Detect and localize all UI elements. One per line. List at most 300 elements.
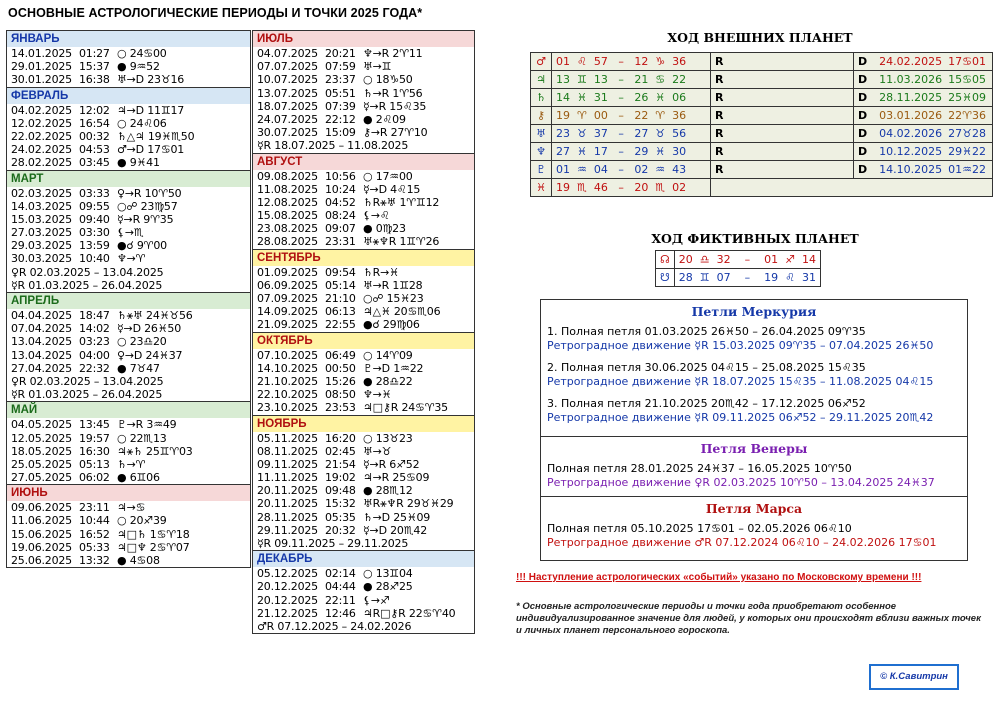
fictive-planet-row [656,251,821,269]
event-aspect: ● 6♊06 [117,471,160,485]
event-date: 07.10.2025 [257,348,318,362]
event-row [253,432,474,445]
month-header: АВГУСТ [253,153,474,170]
direct-cell [854,125,993,143]
event-time: 23:37 [325,73,356,87]
event-row [253,87,474,100]
outer-planet-row [531,125,993,143]
event-date: 25.05.2025 [11,457,72,471]
event-row [7,445,250,458]
event-aspect: ♄→D 25♓09 [363,510,431,524]
event-date: 20.11.2025 [257,484,318,498]
event-row [253,47,474,60]
event-aspect: ♃→D 11♊17 [117,103,185,117]
period-text: ♀R 02.03.2025 – 13.04.2025 [11,265,164,279]
event-date: 22.02.2025 [11,129,72,143]
event-row [253,73,474,86]
event-time: 22:32 [79,361,110,375]
retro-label: R [711,89,854,107]
event-date: 09.08.2025 [257,169,318,183]
period-text: ♀R 02.03.2025 – 13.04.2025 [11,374,164,388]
event-aspect: ⚸→♐ [363,593,390,607]
event-row [7,156,250,169]
event-aspect: ☿→R 15♌35 [363,99,427,113]
event-time: 01:27 [79,47,110,60]
retro-label: R [711,107,854,125]
planet-symbol: ♄ [531,89,552,107]
month-header: СЕНТЯБРЬ [253,249,474,266]
event-row [253,607,474,620]
event-aspect: ☿→R 9♈35 [117,212,174,226]
event-time: 03:33 [79,186,110,200]
period-text: ♂R 07.12.2025 – 24.02.2026 [257,619,412,633]
author-credit: © К.Савитрин [869,664,959,690]
event-date: 07.07.2025 [257,60,318,74]
left-column [6,30,251,568]
retro-label: R [711,125,854,143]
event-aspect: ♃R□⚷R 22♋♈40 [363,606,456,620]
event-date: 18.05.2025 [11,444,72,458]
event-row [7,432,250,445]
event-row [253,388,474,401]
mars-loop-title: Петля Марса [705,501,803,516]
moscow-time-note: !!! Наступление астрологических «событий» указано по Московскому времени !!! [516,572,922,583]
event-row [7,554,250,567]
event-aspect: ♇→R 3♒49 [117,418,177,432]
event-row [7,335,250,348]
event-row [7,187,250,200]
mars-retro: Ретроградное движение ♂R 07.12.2024 06♌10 – 24.02.2026 17♋01 [547,536,937,549]
event-aspect: ○ 17♒00 [363,169,413,183]
month-header: ОКТЯБРЬ [253,332,474,349]
event-date: 05.12.2025 [257,567,318,581]
event-date: 15.03.2025 [11,212,72,226]
event-time: 12:46 [325,606,356,620]
event-aspect: ○ 22♏13 [117,431,167,445]
direct-date: 10.12.2025 [879,145,943,158]
venus-retro: Ретроградное движение ♀R 02.03.2025 10♈50 – 13.04.2025 24♓37 [547,476,935,489]
event-aspect: ● 2♌09 [363,112,406,126]
event-date: 14.10.2025 [257,361,318,375]
event-aspect: ♅→♊ [363,60,392,74]
event-time: 06:49 [325,348,356,362]
event-aspect: ○☍ 23♍57 [117,199,178,213]
event-aspect: ♅⚹♆R 1♊♈26 [363,235,440,249]
event-time: 09:07 [325,222,356,236]
event-row [253,318,474,331]
event-date: 09.11.2025 [257,457,318,471]
event-date: 28.08.2025 [257,235,318,249]
event-time: 05:14 [325,278,356,292]
event-aspect: ○ 14♈09 [363,348,413,362]
mercury-full-loop: 1. Полная петля 01.03.2025 26♓50 – 26.04.2025 09♈35 [547,325,866,338]
event-date: 10.07.2025 [257,73,318,87]
event-row [7,130,250,143]
event-time: 21:10 [325,292,356,305]
direct-position: 01♒22 [948,163,986,176]
event-row [7,60,250,73]
direct-cell [854,71,993,89]
retro-label: R [711,71,854,89]
event-aspect: ♄R→♓ [363,265,399,279]
mercury-retro: Ретроградное движение ☿R 15.03.2025 09♈35 – 07.04.2025 26♓50 [547,339,934,352]
event-aspect: ● 9♒52 [117,60,160,74]
month-header: МАЙ [7,401,250,418]
fictive-planets-table [655,250,821,287]
loops-box [540,299,968,561]
outer-planet-row [531,107,993,125]
event-aspect: ♅→♉ [363,444,392,458]
event-date: 13.04.2025 [11,348,72,362]
event-row [7,458,250,471]
event-time: 20:21 [325,47,356,60]
event-time: 05:33 [79,540,110,554]
event-time: 23:31 [325,235,356,249]
retro-period [253,139,474,152]
event-row [7,213,250,226]
fictive-planets-title: ХОД ФИКТИВНЫХ ПЛАНЕТ [651,231,859,246]
event-date: 21.12.2025 [257,606,318,620]
event-aspect: ♄⚹♅ 24♓♉56 [117,309,193,322]
event-row [7,349,250,362]
event-date: 14.01.2025 [11,47,72,60]
page-title: ОСНОВНЫЕ АСТРОЛОГИЧЕСКИЕ ПЕРИОДЫ И ТОЧКИ 2025 ГОДА* [8,6,423,20]
event-row [7,73,250,86]
event-time: 03:45 [79,156,110,170]
event-row [7,252,250,265]
event-time: 20:32 [325,523,356,537]
event-time: 02:45 [325,444,356,458]
event-date: 11.06.2025 [11,514,72,528]
planet-symbol: ♇ [531,161,552,179]
event-time: 13:32 [79,554,110,567]
event-row [7,104,250,117]
event-time: 09:48 [325,484,356,498]
event-row [7,471,250,484]
event-aspect: ⚷→R 27♈10 [363,126,428,140]
mercury-loops-title: Петли Меркурия [691,304,817,319]
event-date: 22.10.2025 [257,388,318,402]
event-date: 05.11.2025 [257,431,318,445]
mercury-retro: Ретроградное движение ☿R 09.11.2025 06♐52 – 29.11.2025 20♏42 [547,411,934,424]
event-time: 18:47 [79,309,110,322]
event-time: 23:53 [325,401,356,415]
planet-range: 27 ♓ 17 – 29 ♓ 30 [552,143,711,161]
event-row [253,401,474,414]
event-time: 03:23 [79,335,110,349]
event-date: 14.09.2025 [257,305,318,319]
outer-planet-row [531,89,993,107]
event-row [253,266,474,279]
event-row [253,209,474,222]
direct-position: 22♈36 [948,109,986,122]
event-date: 27.03.2025 [11,226,72,240]
event-row [253,445,474,458]
period-text: ☿R 01.03.2025 – 26.04.2025 [11,278,163,292]
event-time: 08:50 [325,388,356,402]
direct-position: 27♉28 [948,127,986,140]
direct-date: 03.01.2026 [879,109,943,122]
event-time: 22:55 [325,318,356,332]
event-aspect: ●☌ 9♈00 [117,239,167,253]
event-aspect: ☿→D 26♓50 [117,322,181,336]
node-range: 28 ♊ 07 – 19 ♌ 31 [674,269,820,287]
planet-range: 14 ♓ 31 – 26 ♓ 06 [552,89,711,107]
event-time: 22:12 [325,112,356,126]
event-time: 06:13 [325,305,356,319]
event-row [7,514,250,527]
month-header: ФЕВРАЛЬ [7,87,250,104]
event-row [7,528,250,541]
mars-loop [541,497,967,551]
event-row [7,541,250,554]
event-date: 28.02.2025 [11,156,72,170]
event-date: 18.07.2025 [257,99,318,113]
event-aspect: ♅→D 23♉16 [117,73,185,87]
event-row [253,471,474,484]
event-row [253,235,474,248]
event-row [253,126,474,139]
period-text: ☿R 09.11.2025 – 29.11.2025 [257,537,409,550]
event-date: 27.05.2025 [11,471,72,485]
mars-full-loop: Полная петля 05.10.2025 17♋01 – 02.05.2026 06♌10 [547,522,852,535]
event-time: 04:52 [325,195,356,209]
event-aspect: ♃□♄ 1♋♈18 [117,527,190,541]
event-date: 29.03.2025 [11,239,72,253]
event-time: 09:40 [79,212,110,226]
event-row [7,143,250,156]
direct-position: 15♋05 [948,73,986,86]
event-date: 15.06.2025 [11,527,72,541]
event-date: 29.01.2025 [11,60,72,74]
event-row [7,501,250,514]
event-time: 06:02 [79,471,110,485]
direct-date: 14.10.2025 [879,163,943,176]
direct-position: 17♋01 [948,55,986,68]
event-row [253,196,474,209]
event-time: 15:26 [325,374,356,388]
planet-symbol: ♓ [531,179,552,197]
event-aspect: ♆→♈ [117,252,146,266]
direct-cell [854,143,993,161]
event-time: 19:02 [325,471,356,485]
event-aspect: ♄→♈ [117,457,146,471]
event-date: 20.12.2025 [257,580,318,594]
event-time: 05:35 [325,510,356,524]
event-row [253,567,474,580]
event-date: 24.02.2025 [11,143,72,157]
event-date: 08.11.2025 [257,444,318,458]
event-date: 09.06.2025 [11,501,72,515]
event-time: 15:09 [325,126,356,140]
event-time: 03:30 [79,226,110,240]
event-aspect: ○ 23♎20 [117,335,167,349]
direct-label: D [858,163,868,176]
fictive-planet-row [656,269,821,287]
event-row [253,375,474,388]
direct-date: 28.11.2025 [879,91,943,104]
event-aspect: ♄→R 1♈56 [363,86,423,100]
event-date: 20.11.2025 [257,497,318,511]
event-time: 09:55 [79,199,110,213]
event-date: 30.07.2025 [257,126,318,140]
event-row [253,279,474,292]
event-date: 07.04.2025 [11,322,72,336]
event-time: 16:20 [325,431,356,445]
event-aspect: ♀→R 10♈50 [117,186,182,200]
event-aspect: ○ 13♉23 [363,431,413,445]
event-aspect: ○ 24♋00 [117,47,167,60]
event-aspect: ☿→R 6♐52 [363,457,420,471]
empty-cell [711,179,993,197]
event-row [7,309,250,322]
event-date: 13.07.2025 [257,86,318,100]
venus-full-loop: Полная петля 28.01.2025 24♓37 – 16.05.2025 10♈50 [547,462,852,475]
event-time: 13:59 [79,239,110,253]
outer-planet-row [531,53,993,71]
event-aspect: ○ 13♊04 [363,567,413,581]
event-row [253,292,474,305]
outer-planets-title: ХОД ВНЕШНИХ ПЛАНЕТ [667,30,853,45]
event-time: 16:54 [79,116,110,130]
retro-label: R [711,143,854,161]
direct-cell [854,89,993,107]
event-row [253,170,474,183]
period-text: ☿R 18.07.2025 – 11.08.2025 [257,139,409,153]
event-row [253,349,474,362]
node-symbol: ☊ [656,251,675,269]
event-row [253,580,474,593]
node-symbol: ☋ [656,269,675,287]
event-date: 20.12.2025 [257,593,318,607]
planet-range: 01 ♒ 04 – 02 ♒ 43 [552,161,711,179]
event-date: 25.06.2025 [11,554,72,567]
event-aspect: ⚸→♌ [363,209,390,223]
event-row [253,511,474,524]
direct-label: D [858,91,868,104]
event-time: 16:38 [79,73,110,87]
planet-symbol: ♆ [531,143,552,161]
event-aspect: ○ 20♐39 [117,514,167,528]
event-date: 21.10.2025 [257,374,318,388]
event-aspect: ☿→D 4♌15 [363,182,421,196]
retro-label: R [711,53,854,71]
month-header: ИЮЛЬ [253,31,474,47]
event-aspect: ♃⚹♄ 25♊♈03 [117,444,193,458]
event-date: 01.09.2025 [257,265,318,279]
event-aspect: ♄R⚹♅ 1♈♊12 [363,195,440,209]
event-aspect: ● 0♍23 [363,222,406,236]
mercury-full-loop: 2. Полная петля 30.06.2025 04♌15 – 25.08.2025 15♌35 [547,361,866,374]
event-date: 04.05.2025 [11,418,72,432]
event-aspect: ●☌ 29♍06 [363,318,420,332]
planet-range: 01 ♌ 57 – 12 ♑ 36 [552,53,711,71]
event-time: 04:00 [79,348,110,362]
event-time: 07:39 [325,99,356,113]
event-row [7,362,250,375]
event-row [7,239,250,252]
event-row [253,60,474,73]
event-row [253,100,474,113]
outer-planets-table [530,52,993,197]
event-date: 06.09.2025 [257,278,318,292]
direct-label: D [858,55,868,68]
event-row [253,222,474,235]
event-time: 00:32 [79,129,110,143]
event-time: 04:53 [79,143,110,157]
event-row [7,418,250,431]
node-range: 20 ♎ 32 – 01 ♐ 14 [674,251,820,269]
event-aspect: ● 9♓41 [117,156,160,170]
event-row [7,47,250,60]
direct-date: 04.02.2026 [879,127,943,140]
event-date: 07.09.2025 [257,292,318,305]
spacer [547,389,961,397]
retro-period [7,279,250,292]
event-date: 13.04.2025 [11,335,72,349]
direct-cell [854,53,993,71]
event-time: 21:54 [325,457,356,471]
event-aspect: ♄△♃ 19♓♏50 [117,129,195,143]
period-text: ☿R 01.03.2025 – 26.04.2025 [11,388,163,402]
event-aspect: ♅→R 1♊28 [363,278,423,292]
event-date: 14.03.2025 [11,199,72,213]
event-aspect: ♆→♓ [363,388,392,402]
event-row [7,117,250,130]
event-time: 12:02 [79,103,110,117]
event-time: 10:40 [79,252,110,266]
event-date: 11.08.2025 [257,182,318,196]
event-aspect: ♃□⚷R 24♋♈35 [363,401,448,415]
event-time: 05:13 [79,457,110,471]
month-header: ДЕКАБРЬ [253,550,474,567]
event-row [7,200,250,213]
event-row [7,322,250,335]
event-date: 04.07.2025 [257,47,318,60]
event-row [253,524,474,537]
planet-range: 19 ♈ 00 – 22 ♈ 36 [552,107,711,125]
direct-label: D [858,73,868,86]
event-date: 12.05.2025 [11,431,72,445]
event-time: 04:44 [325,580,356,594]
event-aspect: ○☍ 15♓23 [363,292,424,305]
event-aspect: ♃□♆ 2♋♈07 [117,540,190,554]
event-row [253,484,474,497]
event-aspect: ● 7♉47 [117,361,160,375]
retro-period [7,266,250,279]
outer-planet-row [531,179,993,197]
direct-label: D [858,145,868,158]
venus-loop [541,437,967,497]
event-row [253,113,474,126]
event-time: 07:59 [325,60,356,74]
event-aspect: ♃△♓ 20♋♏06 [363,305,441,319]
direct-position: 29♓22 [948,145,986,158]
month-header: НОЯБРЬ [253,415,474,432]
planet-symbol: ⚷ [531,107,552,125]
event-aspect: ☿→D 20♏42 [363,523,427,537]
event-time: 10:24 [325,182,356,196]
outer-planet-row [531,143,993,161]
venus-loop-title: Петля Венеры [700,441,808,456]
event-aspect: ♆→R 2♈11 [363,47,423,60]
event-date: 19.06.2025 [11,540,72,554]
event-date: 12.02.2025 [11,116,72,130]
event-time: 22:11 [325,593,356,607]
month-header: МАРТ [7,170,250,187]
direct-position: 25♓09 [948,91,986,104]
event-date: 23.08.2025 [257,222,318,236]
